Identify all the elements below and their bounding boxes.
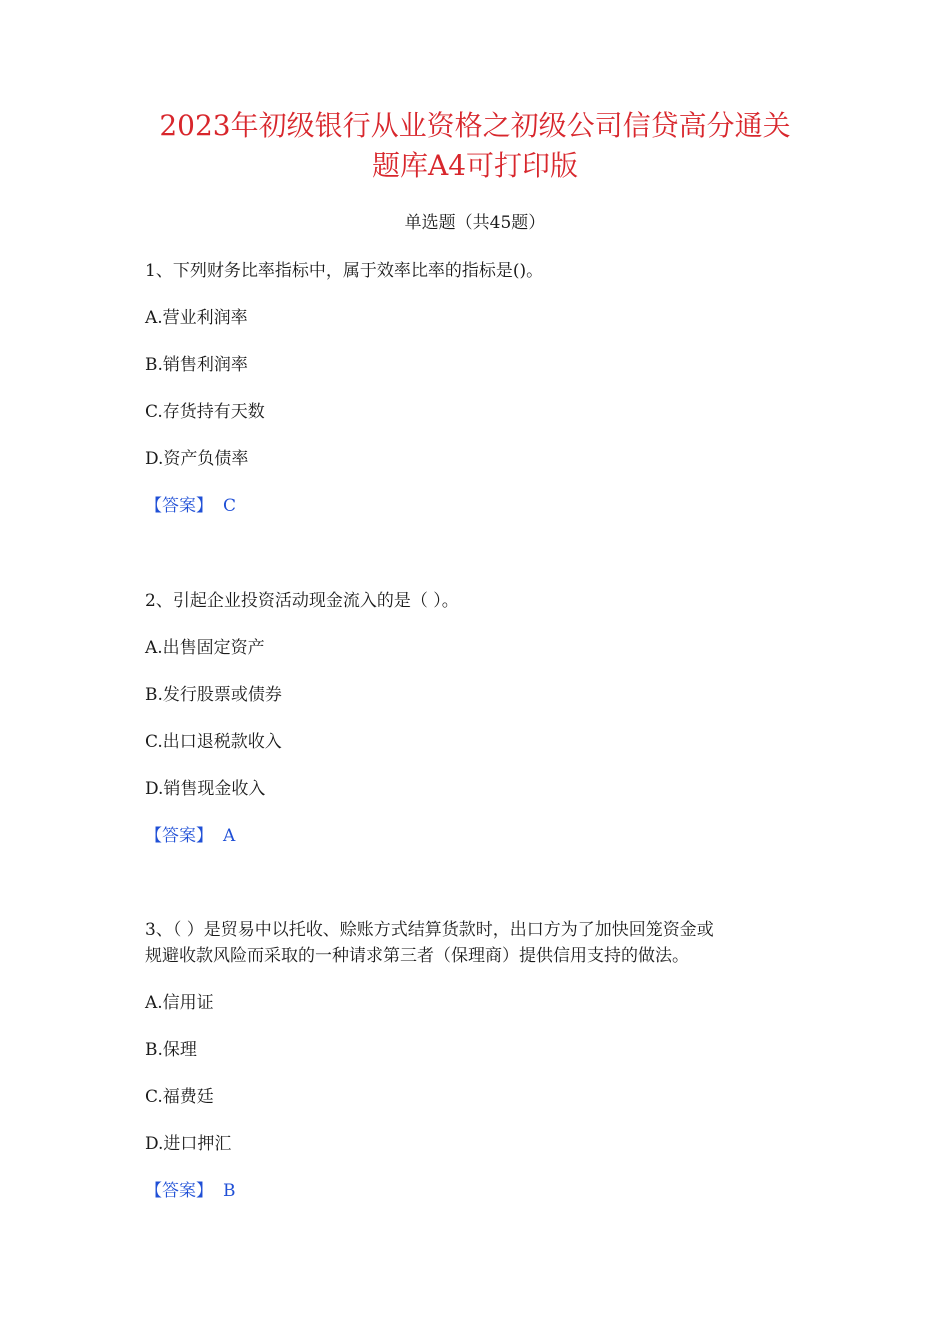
answer-value: B (223, 1181, 236, 1201)
question-3-text-line-2: 规避收款风险而采取的一种请求第三者（保理商）提供信用支持的做法。 (145, 946, 689, 966)
question-1-option-c: C.存货持有天数 (145, 402, 265, 422)
question-1-answer (145, 494, 825, 518)
question-2-text: 2、引起企业投资活动现金流入的是（ ）。 (145, 591, 459, 611)
question-3-option-c: C.福费廷 (145, 1087, 214, 1107)
answer-value: A (223, 826, 236, 846)
answer-label: 【答案】 (145, 826, 213, 846)
question-3-text-line-1: 3、（ ）是贸易中以托收、赊账方式结算货款时，出口方为了加快回笼资金或 (145, 920, 714, 940)
question-2-answer (145, 824, 825, 848)
question-2-option-d: D.销售现金收入 (145, 779, 266, 799)
answer-value: C (223, 496, 237, 516)
question-3-option-b: B.保理 (145, 1040, 197, 1060)
section-heading: 单选题（共45题） (404, 213, 546, 233)
question-1-option-a: A.营业利润率 (145, 308, 248, 328)
answer-label: 【答案】 (145, 496, 213, 516)
question-2-option-b: B.发行股票或债券 (145, 685, 282, 705)
document-title (80, 106, 870, 186)
question-3-option-d: D.进口押汇 (145, 1134, 232, 1154)
question-3-option-a: A.信用证 (145, 993, 214, 1013)
title-line-2: 题库A4可打印版 (371, 149, 579, 182)
title-line-1: 2023年初级银行从业资格之初级公司信贷高分通关 (159, 109, 791, 142)
question-1-option-b: B.销售利润率 (145, 355, 248, 375)
question-1-option-d: D.资产负债率 (145, 449, 249, 469)
question-2-option-a: A.出售固定资产 (145, 638, 265, 658)
question-1-text: 1、下列财务比率指标中，属于效率比率的指标是()。 (145, 261, 544, 281)
question-3-answer (145, 1179, 825, 1203)
answer-label: 【答案】 (145, 1181, 213, 1201)
question-2-option-c: C.出口退税款收入 (145, 732, 282, 752)
